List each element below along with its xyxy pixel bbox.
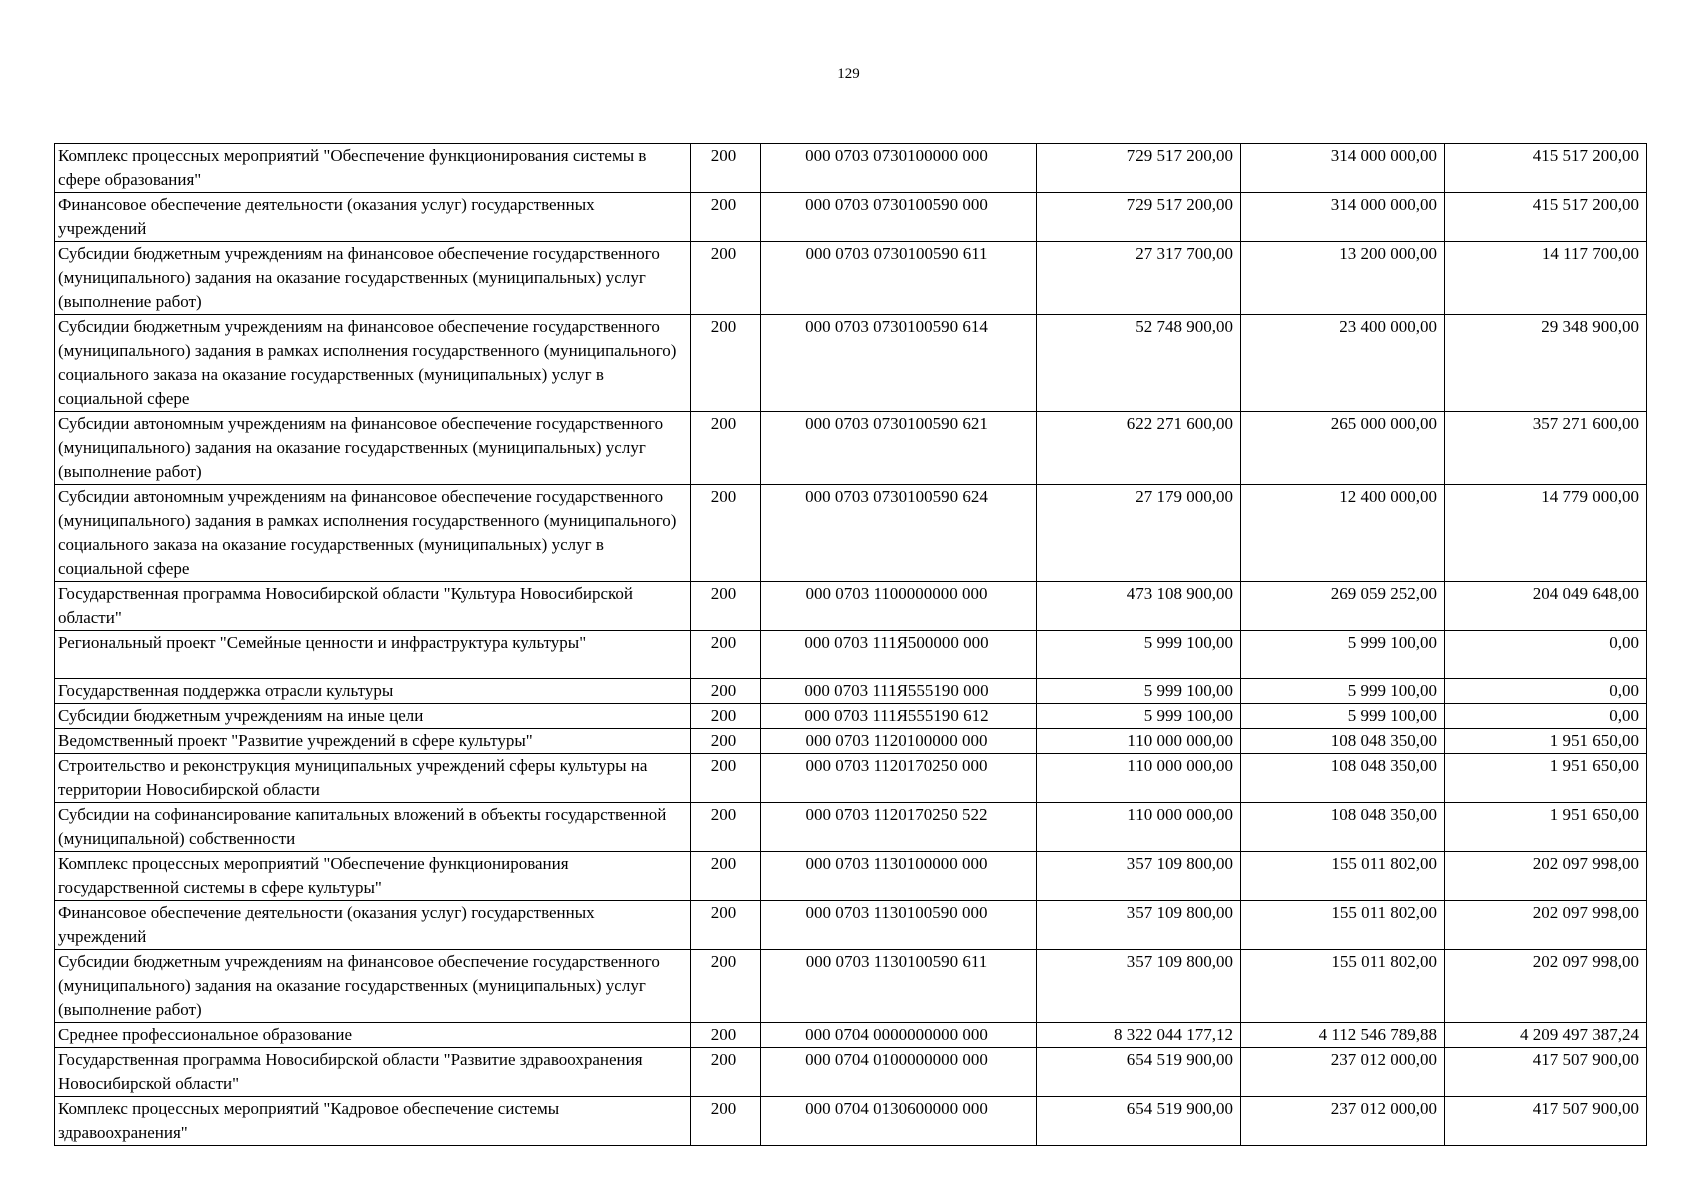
row-name: Среднее профессиональное образование [55, 1023, 691, 1048]
row-budget-code: 000 0704 0000000000 000 [761, 1023, 1037, 1048]
row-executed-amount: 155 011 802,00 [1241, 901, 1445, 950]
row-approved-amount: 110 000 000,00 [1037, 803, 1241, 852]
row-code: 200 [691, 1097, 761, 1146]
table-row [55, 754, 1647, 803]
row-executed-amount: 108 048 350,00 [1241, 729, 1445, 754]
row-approved-amount: 52 748 900,00 [1037, 315, 1241, 412]
row-approved-amount: 473 108 900,00 [1037, 582, 1241, 631]
row-approved-amount: 357 109 800,00 [1037, 852, 1241, 901]
row-executed-amount: 108 048 350,00 [1241, 803, 1445, 852]
row-code: 200 [691, 193, 761, 242]
row-code: 200 [691, 950, 761, 1023]
row-remaining-amount: 1 951 650,00 [1445, 754, 1647, 803]
row-remaining-amount: 4 209 497 387,24 [1445, 1023, 1647, 1048]
row-remaining-amount: 1 951 650,00 [1445, 803, 1647, 852]
table-row [55, 144, 1647, 193]
row-executed-amount: 155 011 802,00 [1241, 852, 1445, 901]
row-remaining-amount: 357 271 600,00 [1445, 412, 1647, 485]
row-budget-code: 000 0703 1130100590 611 [761, 950, 1037, 1023]
row-remaining-amount: 415 517 200,00 [1445, 193, 1647, 242]
row-code: 200 [691, 754, 761, 803]
table-row [55, 729, 1647, 754]
row-budget-code: 000 0703 0730100590 000 [761, 193, 1037, 242]
row-code: 200 [691, 729, 761, 754]
table-row [55, 242, 1647, 315]
row-code: 200 [691, 144, 761, 193]
row-approved-amount: 729 517 200,00 [1037, 193, 1241, 242]
row-code: 200 [691, 242, 761, 315]
row-budget-code: 000 0703 1120170250 522 [761, 803, 1037, 852]
row-name: Комплекс процессных мероприятий "Кадровое обеспечение системы здравоохранения" [55, 1097, 691, 1146]
table-row [55, 485, 1647, 582]
row-approved-amount: 27 317 700,00 [1037, 242, 1241, 315]
row-executed-amount: 5 999 100,00 [1241, 631, 1445, 679]
row-approved-amount: 622 271 600,00 [1037, 412, 1241, 485]
table-row [55, 901, 1647, 950]
row-code: 200 [691, 485, 761, 582]
row-approved-amount: 110 000 000,00 [1037, 754, 1241, 803]
row-remaining-amount: 0,00 [1445, 679, 1647, 704]
table-row [55, 315, 1647, 412]
row-name: Финансовое обеспечение деятельности (оказания услуг) государственных учреждений [55, 901, 691, 950]
row-approved-amount: 27 179 000,00 [1037, 485, 1241, 582]
row-budget-code: 000 0703 111Я555190 000 [761, 679, 1037, 704]
table-row [55, 412, 1647, 485]
row-remaining-amount: 417 507 900,00 [1445, 1048, 1647, 1097]
table-row [55, 1048, 1647, 1097]
row-executed-amount: 23 400 000,00 [1241, 315, 1445, 412]
row-code: 200 [691, 1048, 761, 1097]
row-executed-amount: 237 012 000,00 [1241, 1048, 1445, 1097]
row-executed-amount: 269 059 252,00 [1241, 582, 1445, 631]
row-remaining-amount: 417 507 900,00 [1445, 1097, 1647, 1146]
table-row [55, 631, 1647, 679]
row-budget-code: 000 0703 0730100590 624 [761, 485, 1037, 582]
row-executed-amount: 108 048 350,00 [1241, 754, 1445, 803]
row-budget-code: 000 0704 0100000000 000 [761, 1048, 1037, 1097]
row-budget-code: 000 0703 0730100590 621 [761, 412, 1037, 485]
row-approved-amount: 357 109 800,00 [1037, 950, 1241, 1023]
table-row [55, 1023, 1647, 1048]
row-name: Субсидии бюджетным учреждениям на финансовое обеспечение государственного (муниципального) задания на оказание государственных (муниципальных) услуг (выполнение работ) [55, 242, 691, 315]
row-budget-code: 000 0704 0130600000 000 [761, 1097, 1037, 1146]
row-budget-code: 000 0703 111Я500000 000 [761, 631, 1037, 679]
row-name: Субсидии бюджетным учреждениям на финансовое обеспечение государственного (муниципального) задания на оказание государственных (муниципальных) услуг (выполнение работ) [55, 950, 691, 1023]
row-code: 200 [691, 631, 761, 679]
row-approved-amount: 654 519 900,00 [1037, 1048, 1241, 1097]
row-code: 200 [691, 412, 761, 485]
row-approved-amount: 5 999 100,00 [1037, 631, 1241, 679]
table-row [55, 1097, 1647, 1146]
row-code: 200 [691, 901, 761, 950]
row-name: Субсидии бюджетным учреждениям на финансовое обеспечение государственного (муниципального) задания в рамках исполнения государственного (муниципального) социального заказа на оказание государственных (муниципальных) услуг в социальной сфере [55, 315, 691, 412]
row-executed-amount: 4 112 546 789,88 [1241, 1023, 1445, 1048]
row-remaining-amount: 0,00 [1445, 631, 1647, 679]
row-approved-amount: 5 999 100,00 [1037, 704, 1241, 729]
row-executed-amount: 155 011 802,00 [1241, 950, 1445, 1023]
row-code: 200 [691, 582, 761, 631]
row-budget-code: 000 0703 0730100590 611 [761, 242, 1037, 315]
row-remaining-amount: 202 097 998,00 [1445, 852, 1647, 901]
row-budget-code: 000 0703 1130100590 000 [761, 901, 1037, 950]
row-budget-code: 000 0703 111Я555190 612 [761, 704, 1037, 729]
row-approved-amount: 729 517 200,00 [1037, 144, 1241, 193]
row-budget-code: 000 0703 1100000000 000 [761, 582, 1037, 631]
row-remaining-amount: 29 348 900,00 [1445, 315, 1647, 412]
row-executed-amount: 5 999 100,00 [1241, 704, 1445, 729]
row-executed-amount: 314 000 000,00 [1241, 144, 1445, 193]
row-code: 200 [691, 315, 761, 412]
row-code: 200 [691, 803, 761, 852]
row-name: Комплекс процессных мероприятий "Обеспечение функционирования государственной системы в сфере культуры" [55, 852, 691, 901]
row-approved-amount: 654 519 900,00 [1037, 1097, 1241, 1146]
row-name: Государственная поддержка отрасли культуры [55, 679, 691, 704]
row-code: 200 [691, 679, 761, 704]
row-name: Государственная программа Новосибирской области "Развитие здравоохранения Новосибирской области" [55, 1048, 691, 1097]
row-executed-amount: 5 999 100,00 [1241, 679, 1445, 704]
row-remaining-amount: 415 517 200,00 [1445, 144, 1647, 193]
row-executed-amount: 265 000 000,00 [1241, 412, 1445, 485]
table-row [55, 704, 1647, 729]
table-row [55, 193, 1647, 242]
row-name: Финансовое обеспечение деятельности (оказания услуг) государственных учреждений [55, 193, 691, 242]
row-name: Субсидии на софинансирование капитальных вложений в объекты государственной (муниципальной) собственности [55, 803, 691, 852]
row-executed-amount: 12 400 000,00 [1241, 485, 1445, 582]
row-name: Региональный проект "Семейные ценности и инфраструктура культуры" [55, 631, 691, 679]
table-row [55, 950, 1647, 1023]
row-remaining-amount: 0,00 [1445, 704, 1647, 729]
row-approved-amount: 357 109 800,00 [1037, 901, 1241, 950]
row-budget-code: 000 0703 0730100000 000 [761, 144, 1037, 193]
row-name: Государственная программа Новосибирской области "Культура Новосибирской области" [55, 582, 691, 631]
row-remaining-amount: 14 779 000,00 [1445, 485, 1647, 582]
row-approved-amount: 5 999 100,00 [1037, 679, 1241, 704]
budget-table [54, 143, 1647, 1146]
row-executed-amount: 13 200 000,00 [1241, 242, 1445, 315]
table-row [55, 582, 1647, 631]
row-approved-amount: 110 000 000,00 [1037, 729, 1241, 754]
row-remaining-amount: 202 097 998,00 [1445, 950, 1647, 1023]
row-name: Ведомственный проект "Развитие учреждений в сфере культуры" [55, 729, 691, 754]
page-number: 129 [837, 66, 860, 82]
row-executed-amount: 237 012 000,00 [1241, 1097, 1445, 1146]
table-row [55, 803, 1647, 852]
row-budget-code: 000 0703 1120100000 000 [761, 729, 1037, 754]
row-code: 200 [691, 1023, 761, 1048]
row-name: Строительство и реконструкция муниципальных учреждений сферы культуры на территории Новосибирской области [55, 754, 691, 803]
row-executed-amount: 314 000 000,00 [1241, 193, 1445, 242]
row-code: 200 [691, 852, 761, 901]
row-budget-code: 000 0703 1120170250 000 [761, 754, 1037, 803]
table-row [55, 852, 1647, 901]
table-row [55, 679, 1647, 704]
row-budget-code: 000 0703 1130100000 000 [761, 852, 1037, 901]
row-name: Субсидии автономным учреждениям на финансовое обеспечение государственного (муниципального) задания в рамках исполнения государственного (муниципального) социального заказа на оказание государственных (муниципальных) услуг в социальной сфере [55, 485, 691, 582]
row-remaining-amount: 14 117 700,00 [1445, 242, 1647, 315]
row-code: 200 [691, 704, 761, 729]
row-remaining-amount: 1 951 650,00 [1445, 729, 1647, 754]
row-name: Субсидии бюджетным учреждениям на иные цели [55, 704, 691, 729]
budget-table-body [55, 144, 1647, 1146]
row-name: Комплекс процессных мероприятий "Обеспечение функционирования системы в сфере образования" [55, 144, 691, 193]
row-name: Субсидии автономным учреждениям на финансовое обеспечение государственного (муниципального) задания на оказание государственных (муниципальных) услуг (выполнение работ) [55, 412, 691, 485]
row-approved-amount: 8 322 044 177,12 [1037, 1023, 1241, 1048]
row-remaining-amount: 202 097 998,00 [1445, 901, 1647, 950]
row-budget-code: 000 0703 0730100590 614 [761, 315, 1037, 412]
row-remaining-amount: 204 049 648,00 [1445, 582, 1647, 631]
